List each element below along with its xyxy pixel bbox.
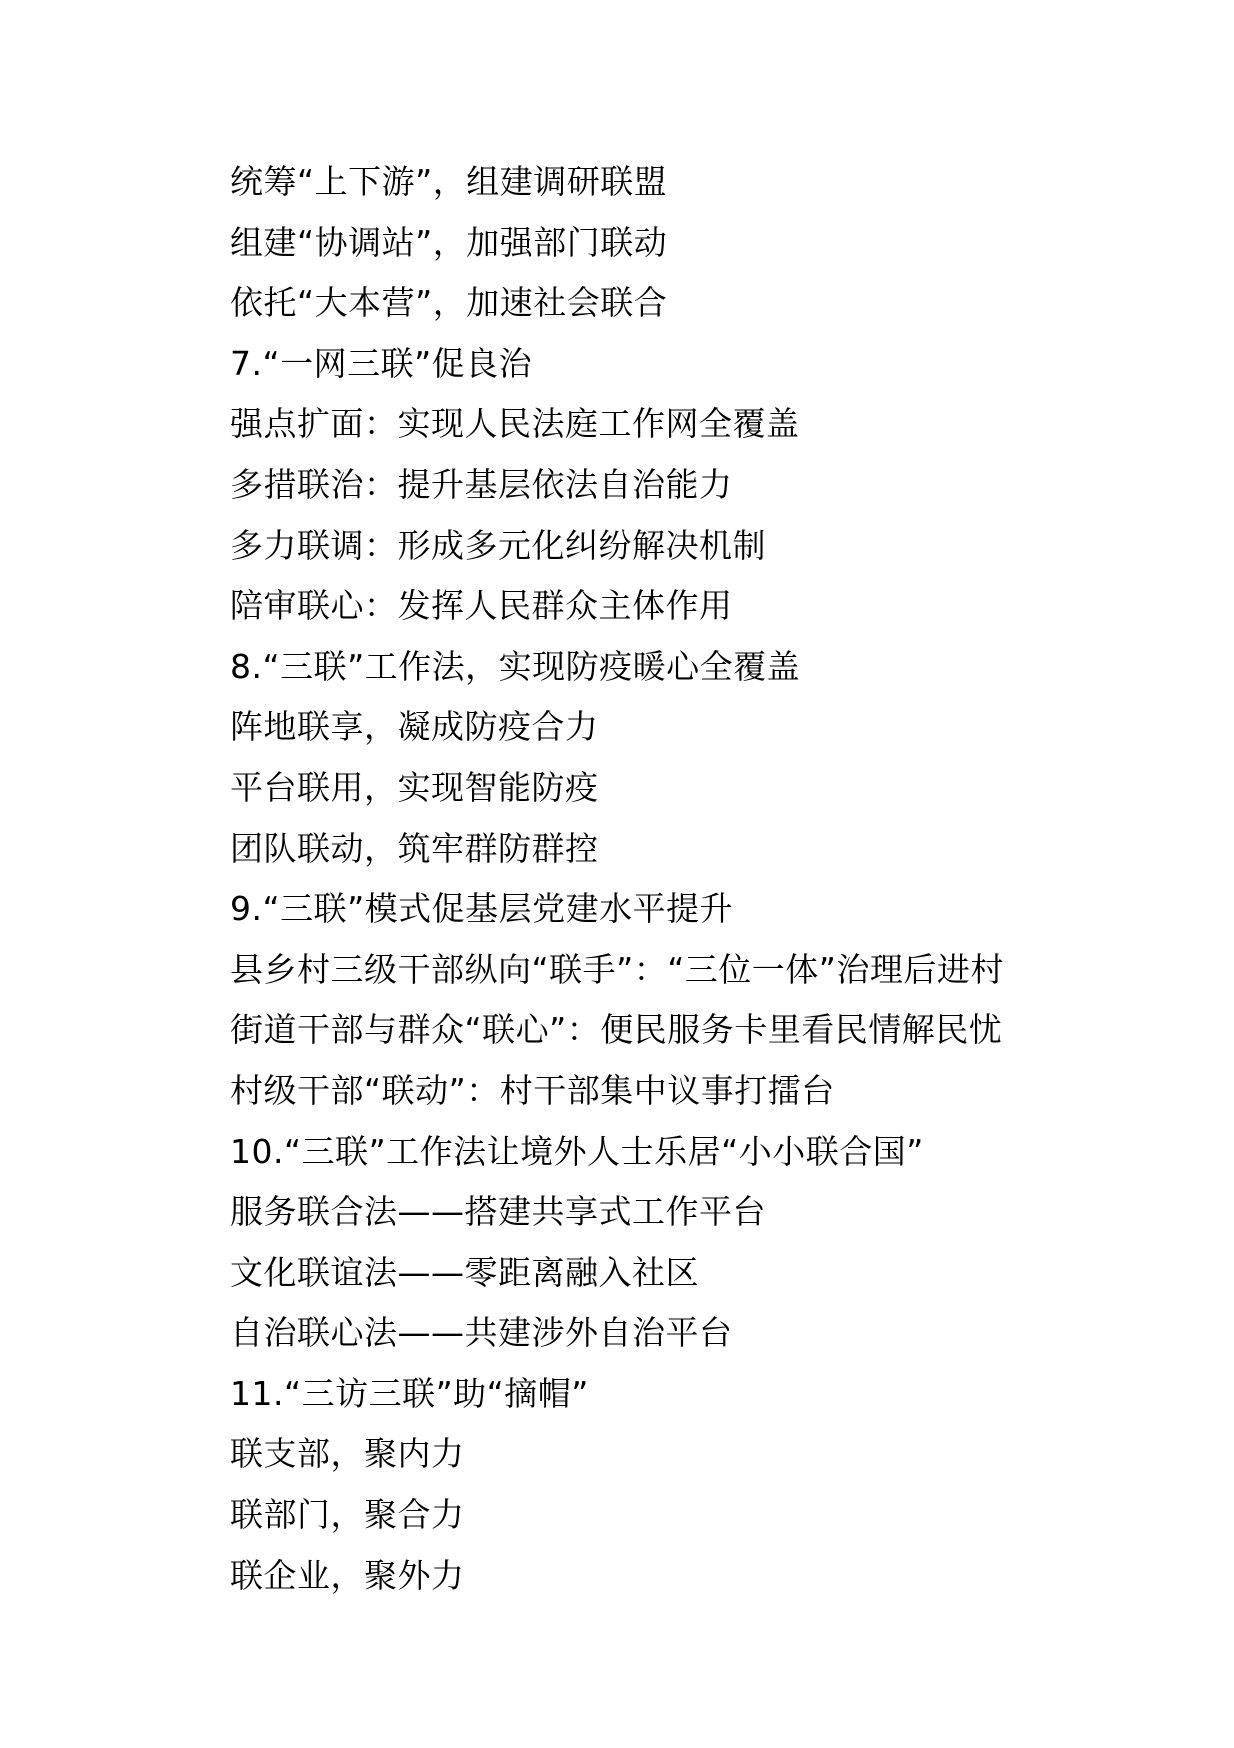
text-line: 街道干部与群众“联心”：便民服务卡里看民情解民忧 (230, 1010, 1003, 1050)
text-line: 县乡村三级干部纵向“联手”：“三位一体”治理后进村 (230, 949, 1004, 989)
text-line: 阵地联享，凝成防疫合力 (230, 707, 599, 747)
text-line: 联企业，聚外力 (230, 1555, 465, 1595)
text-line: 多力联调：形成多元化纠纷解决机制 (230, 525, 766, 565)
text-line: 多措联治：提升基层依法自治能力 (230, 464, 733, 504)
text-line: 陪审联心：发挥人民群众主体作用 (230, 586, 733, 626)
section-heading: 10.“三联”工作法让境外人士乐居“小小联合国” (230, 1131, 924, 1171)
text-line: 强点扩面：实现人民法庭工作网全覆盖 (230, 404, 800, 444)
text-line: 村级干部“联动”：村干部集中议事打擂台 (230, 1070, 835, 1110)
text-line: 依托“大本营”，加速社会联合 (230, 283, 668, 323)
text-line: 团队联动，筑牢群防群控 (230, 828, 599, 868)
section-heading: 9.“三联”模式促基层党建水平提升 (230, 889, 734, 929)
section-heading: 11.“三访三联”助“摘帽” (230, 1373, 589, 1413)
text-line: 平台联用，实现智能防疫 (230, 767, 599, 807)
text-line: 文化联谊法——零距离融入社区 (230, 1252, 699, 1292)
text-line: 联支部，聚内力 (230, 1434, 465, 1474)
document-body (230, 152, 1130, 1606)
text-line: 组建“协调站”，加强部门联动 (230, 222, 668, 262)
section-heading: 8.“三联”工作法，实现防疫暖心全覆盖 (230, 646, 801, 686)
section-heading: 7.“一网三联”促良治 (230, 343, 533, 383)
text-line: 统筹“上下游”，组建调研联盟 (230, 162, 668, 201)
text-line: 联部门，聚合力 (230, 1495, 465, 1535)
text-line: 自治联心法——共建涉外自治平台 (230, 1313, 733, 1353)
text-line: 服务联合法——搭建共享式工作平台 (230, 1192, 766, 1232)
